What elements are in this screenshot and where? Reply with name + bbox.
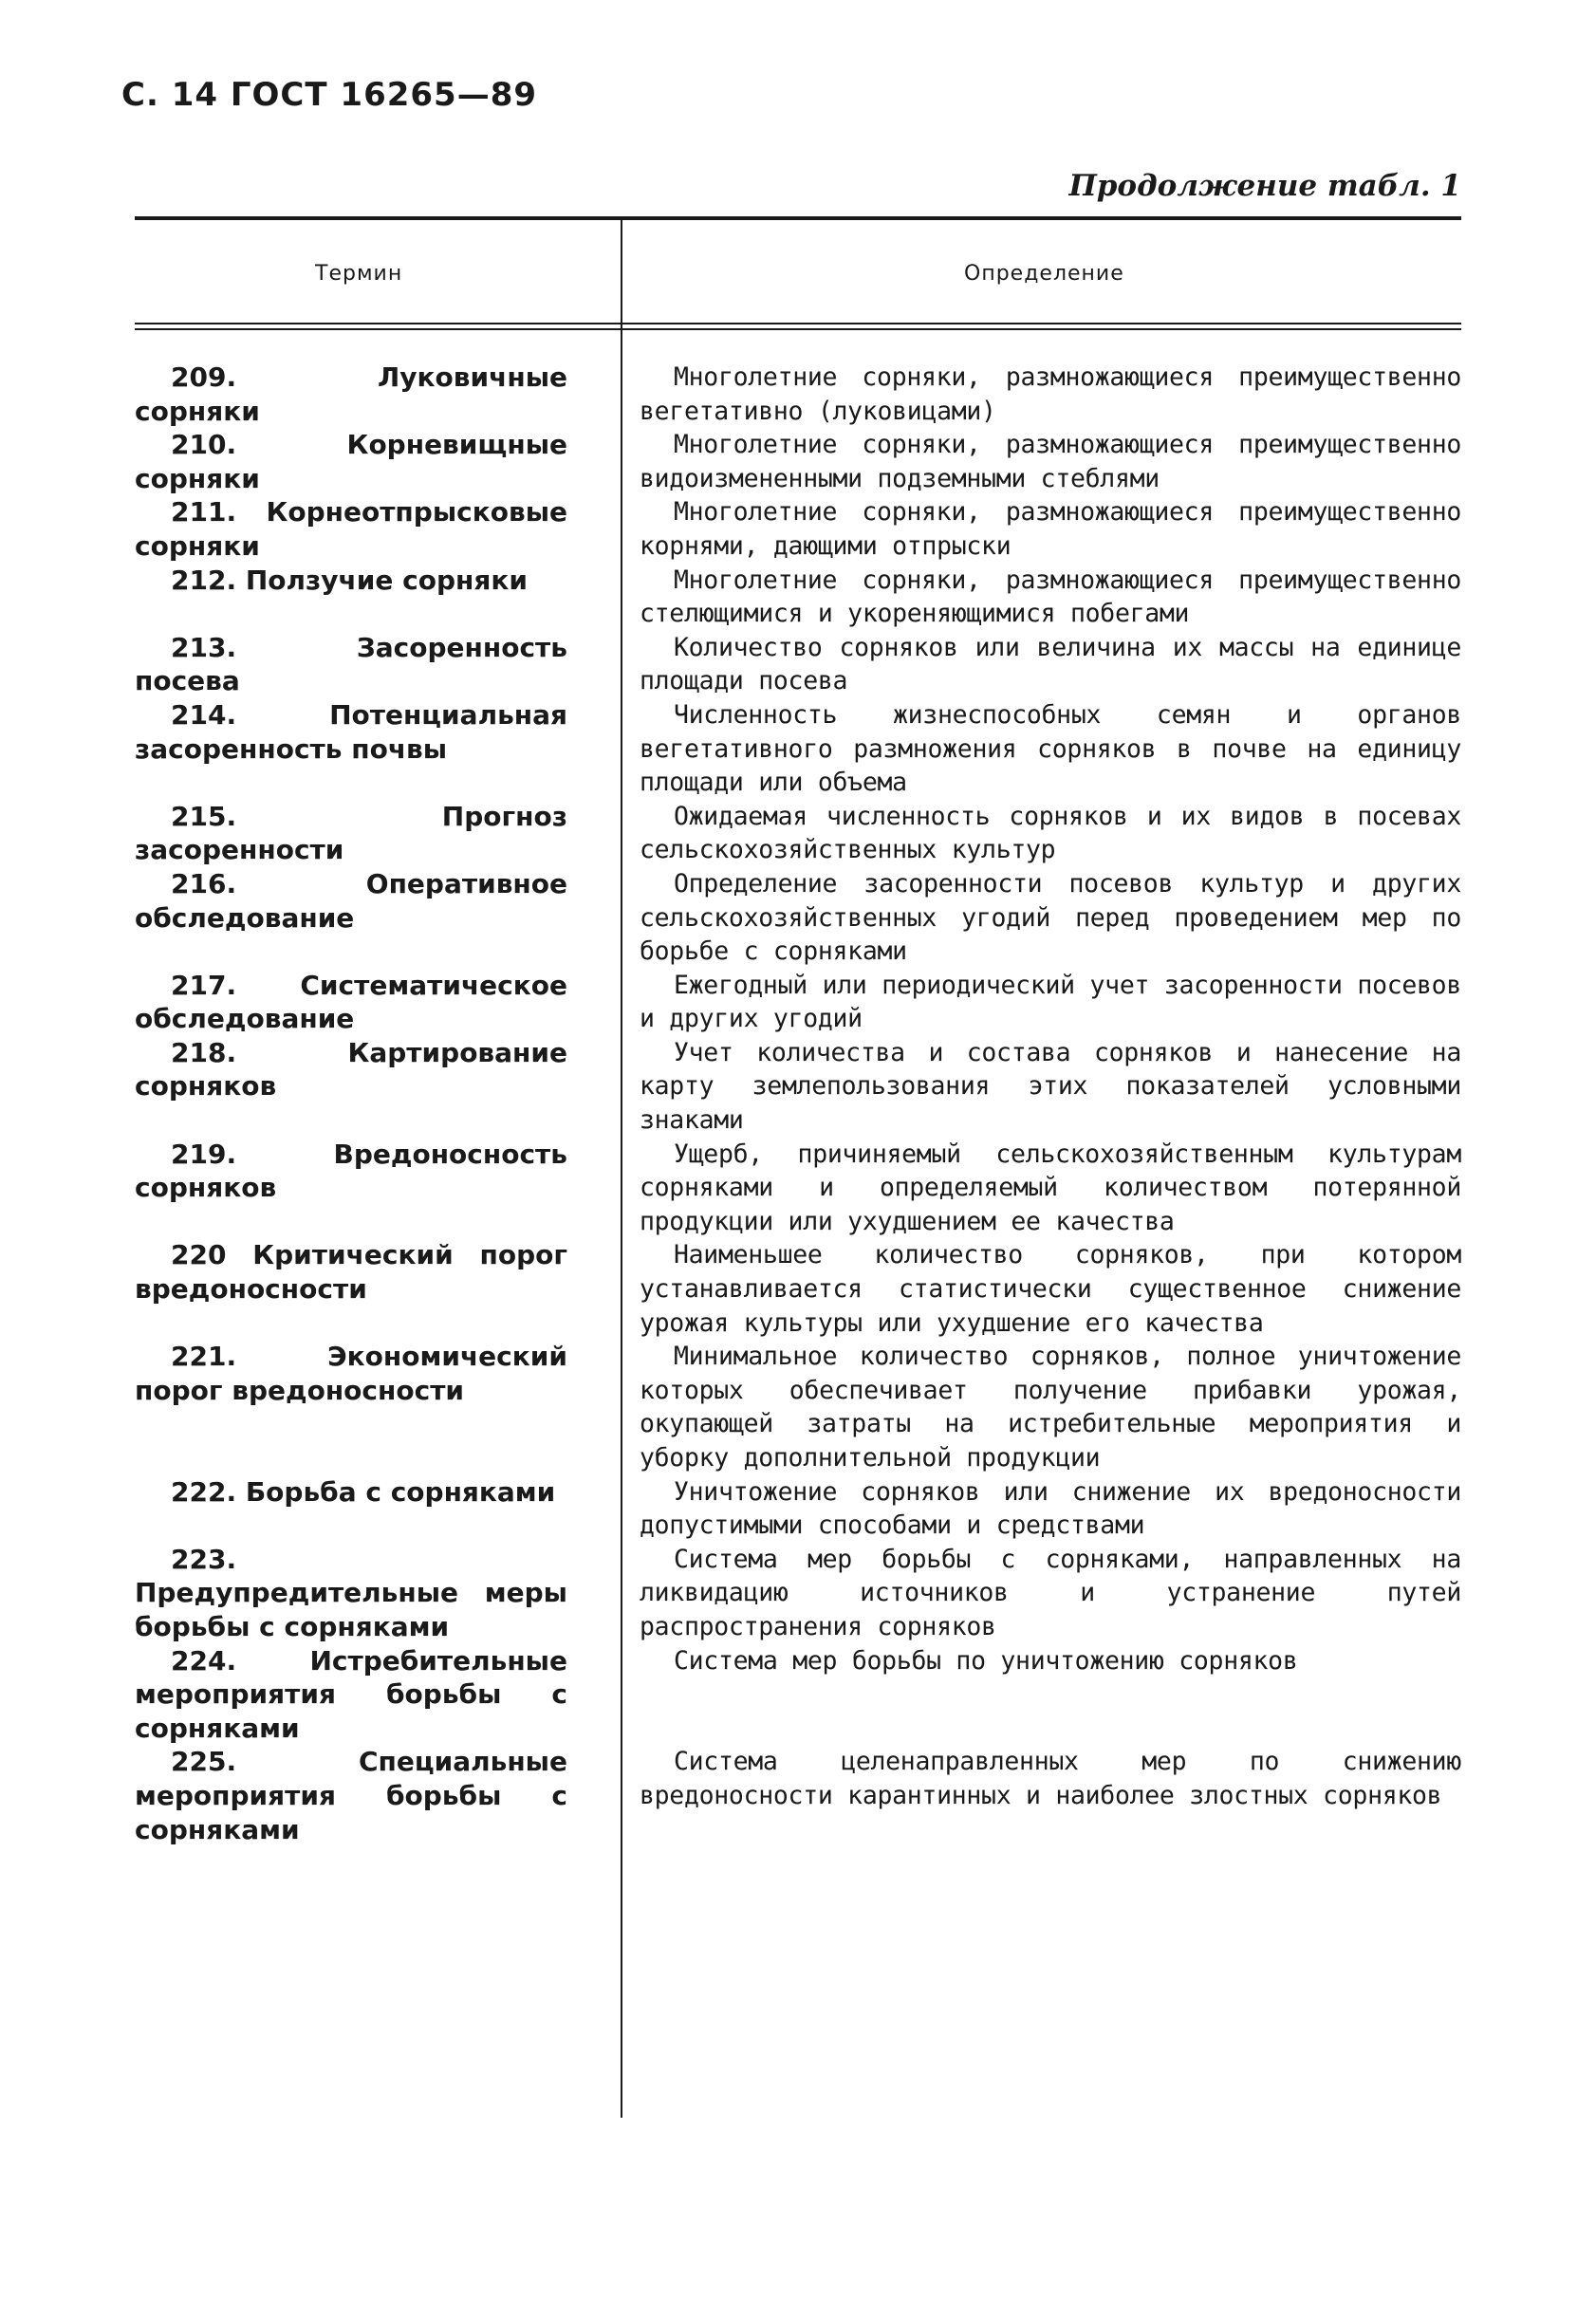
definition-cell: Система мер борьбы с сорняками, направленных на ликвидацию источников и устранение путей распространения сорняков [640,1544,1461,1641]
definition-cell: Многолетние сорняки, размножающиеся преимущественно вегетативно (луковицами) [640,362,1461,426]
term-cell: 225. Специальные мероприятия борьбы с сорняками [135,1746,567,1845]
table-row [135,969,1461,1036]
term-cell: 213. Засоренность посева [135,631,567,697]
definition-cell: Количество сорняков или величина их массы на единице площади посева [640,632,1461,696]
table-row [135,1340,1461,1474]
table-row [135,631,1461,698]
table-row [135,1238,1461,1340]
table-top-rule [135,216,1461,220]
definition-cell: Учет количества и состава сорняков и нанесение на карту землепользования этих показателей условными знаками [640,1037,1461,1136]
term-cell: 212. Ползучие сорняки [171,564,528,596]
table-row [135,1543,1461,1644]
table-row [135,428,1461,495]
definition-cell: Ежегодный или периодический учет засоренности посевов и других угодий [640,970,1461,1034]
definition-cell: Ожидаемая численность сорняков и их видов в посевах сельскохозяйственных культур [640,801,1461,865]
column-header-definition: Определение [964,262,1124,286]
term-cell: 220 Критический порог вредоносности [135,1239,567,1306]
term-cell: 215. Прогноз засоренности [135,800,567,866]
column-header-term: Термин [315,262,403,286]
table-body [135,361,1461,1846]
definition-cell: Численность жизнеспособных семян и органов вегетативного размножения сорняков в почве на единицу площади или объема [640,699,1461,798]
term-cell: 218. Картирование сорняков [135,1036,567,1102]
definition-cell: Определение засоренности посевов культур и других сельскохозяйственных угодий перед проведением мер по борьбе с сорняками [640,868,1461,967]
definition-cell: Система мер борьбы по уничтожению сорняков [674,1645,1298,1676]
table-row [135,564,1461,631]
term-cell: 214. Потенциальная засоренность почвы [135,698,567,765]
table-row [135,1475,1461,1543]
header-rule [135,323,1461,324]
table-row [135,495,1461,563]
term-cell: 224. Истребительные мероприятия борьбы с сорняками [135,1644,567,1744]
definition-cell: Система целенаправленных мер по снижению вредоносности карантинных и наиболее злостных сорняков [640,1747,1461,1810]
definition-cell: Уничтожение сорняков или снижение их вредоносности допустимыми способами и средствами [640,1476,1461,1541]
term-cell: 219. Вредоносность сорняков [135,1138,567,1204]
table-row [135,1036,1461,1138]
page-header: С. 14 ГОСТ 16265—89 [121,76,538,114]
table-row [135,1644,1461,1746]
table-row [135,800,1461,867]
definition-cell: Наименьшее количество сорняков, при котором устанавливается статистически существенное снижение урожая культуры или ухудшение его качества [640,1240,1461,1338]
table-row [135,867,1461,969]
definition-cell: Многолетние сорняки, размножающиеся преимущественно стелющимися и укореняющимися побегами [640,565,1461,629]
term-cell: 221. Экономический порог вредоносности [135,1341,567,1406]
term-cell: 216. Оперативное обследование [135,867,567,934]
definition-cell: Многолетние сорняки, размножающиеся преимущественно видоизмененными подземными стеблями [640,430,1461,493]
term-cell: 223. Предупредительные меры борьбы с сорняками [135,1543,567,1642]
definition-cell: Многолетние сорняки, размножающиеся преимущественно корнями, дающими отпрыски [640,497,1461,561]
definition-cell: Минимальное количество сорняков, полное уничтожение которых обеспечивает получение прибавки урожая, окупающей затраты на истребительные мероприятия и уборку дополнительной продукции [640,1342,1461,1473]
term-cell: 209. Луковичные сорняки [135,361,567,427]
table-row [135,1138,1461,1239]
term-cell: 222. Борьба с сорняками [171,1475,556,1508]
definition-cell: Ущерб, причиняемый сельскохозяйственным культурам сорняками и определяемый количеством потерянной продукции или ухудшением ее качества [640,1139,1461,1236]
header-rule [135,328,1461,330]
term-cell: 210. Корневищные сорняки [135,429,567,494]
table-continuation-label: Продолжение табл. 1 [1068,169,1461,203]
table-row [135,698,1461,800]
term-cell: 211. Корнеотпрысковые сорняки [135,496,567,562]
table-row [135,1745,1461,1846]
term-cell: 217. Систематическое обследование [135,969,567,1035]
table-row [135,361,1461,428]
